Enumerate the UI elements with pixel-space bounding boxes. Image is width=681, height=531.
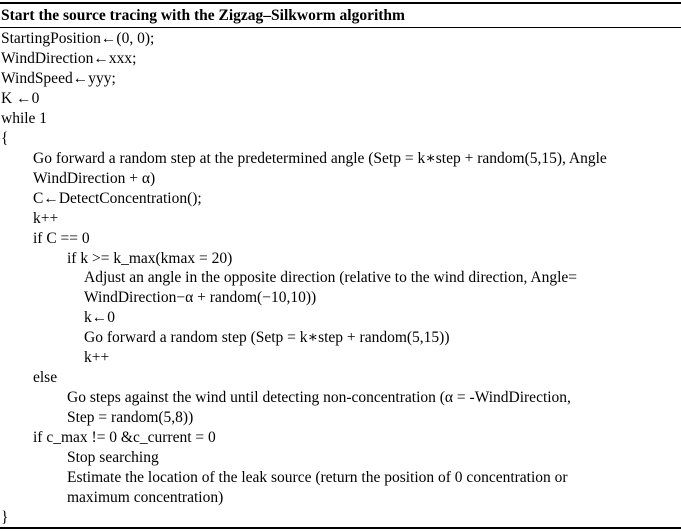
- code-line: {: [1, 130, 9, 147]
- code-line: if c_max != 0 &c_current = 0: [33, 429, 216, 446]
- code-line: WindDirection−α + random(−10,10)): [84, 289, 317, 306]
- code-line: C←DetectConcentration();: [33, 190, 202, 207]
- code-line: if k >= k_max(kmax = 20): [67, 250, 233, 267]
- code-line: if C == 0: [33, 230, 90, 247]
- code-line: WindDirection + α): [33, 170, 156, 187]
- code-line: Stop searching: [67, 449, 159, 466]
- code-line: Go forward a random step at the predetermined angle (Setp = k∗step + random(5,15), Angle: [33, 150, 607, 167]
- code-line: maximum concentration): [67, 489, 224, 506]
- code-line: Estimate the location of the leak source (return the position of 0 concentration or: [67, 469, 568, 486]
- top-rule: [0, 2, 681, 4]
- code-line: }: [1, 509, 9, 526]
- code-line: K ←0: [1, 90, 40, 107]
- code-line: StartingPosition←(0, 0);: [1, 30, 155, 47]
- code-line: Go steps against the wind until detecting non-concentration (α = -WindDirection,: [67, 389, 571, 406]
- code-line: WindDirection←xxx;: [1, 50, 137, 67]
- code-line: while 1: [1, 110, 48, 127]
- algorithm-title: Start the source tracing with the Zigzag–Silkworm algorithm: [1, 7, 405, 24]
- code-line: Go forward a random step (Setp = k∗step + random(5,15)): [84, 329, 450, 346]
- code-line: k++: [33, 210, 59, 227]
- code-line: else: [33, 369, 58, 386]
- code-line: WindSpeed←yyy;: [1, 70, 116, 87]
- code-line: k←0: [84, 309, 115, 326]
- code-line: Adjust an angle in the opposite direction (relative to the wind direction, Angle=: [84, 269, 577, 286]
- code-line: k++: [84, 349, 110, 366]
- code-line: Step = random(5,8)): [67, 409, 194, 426]
- bottom-rule: [0, 527, 681, 529]
- header-rule: [0, 27, 681, 28]
